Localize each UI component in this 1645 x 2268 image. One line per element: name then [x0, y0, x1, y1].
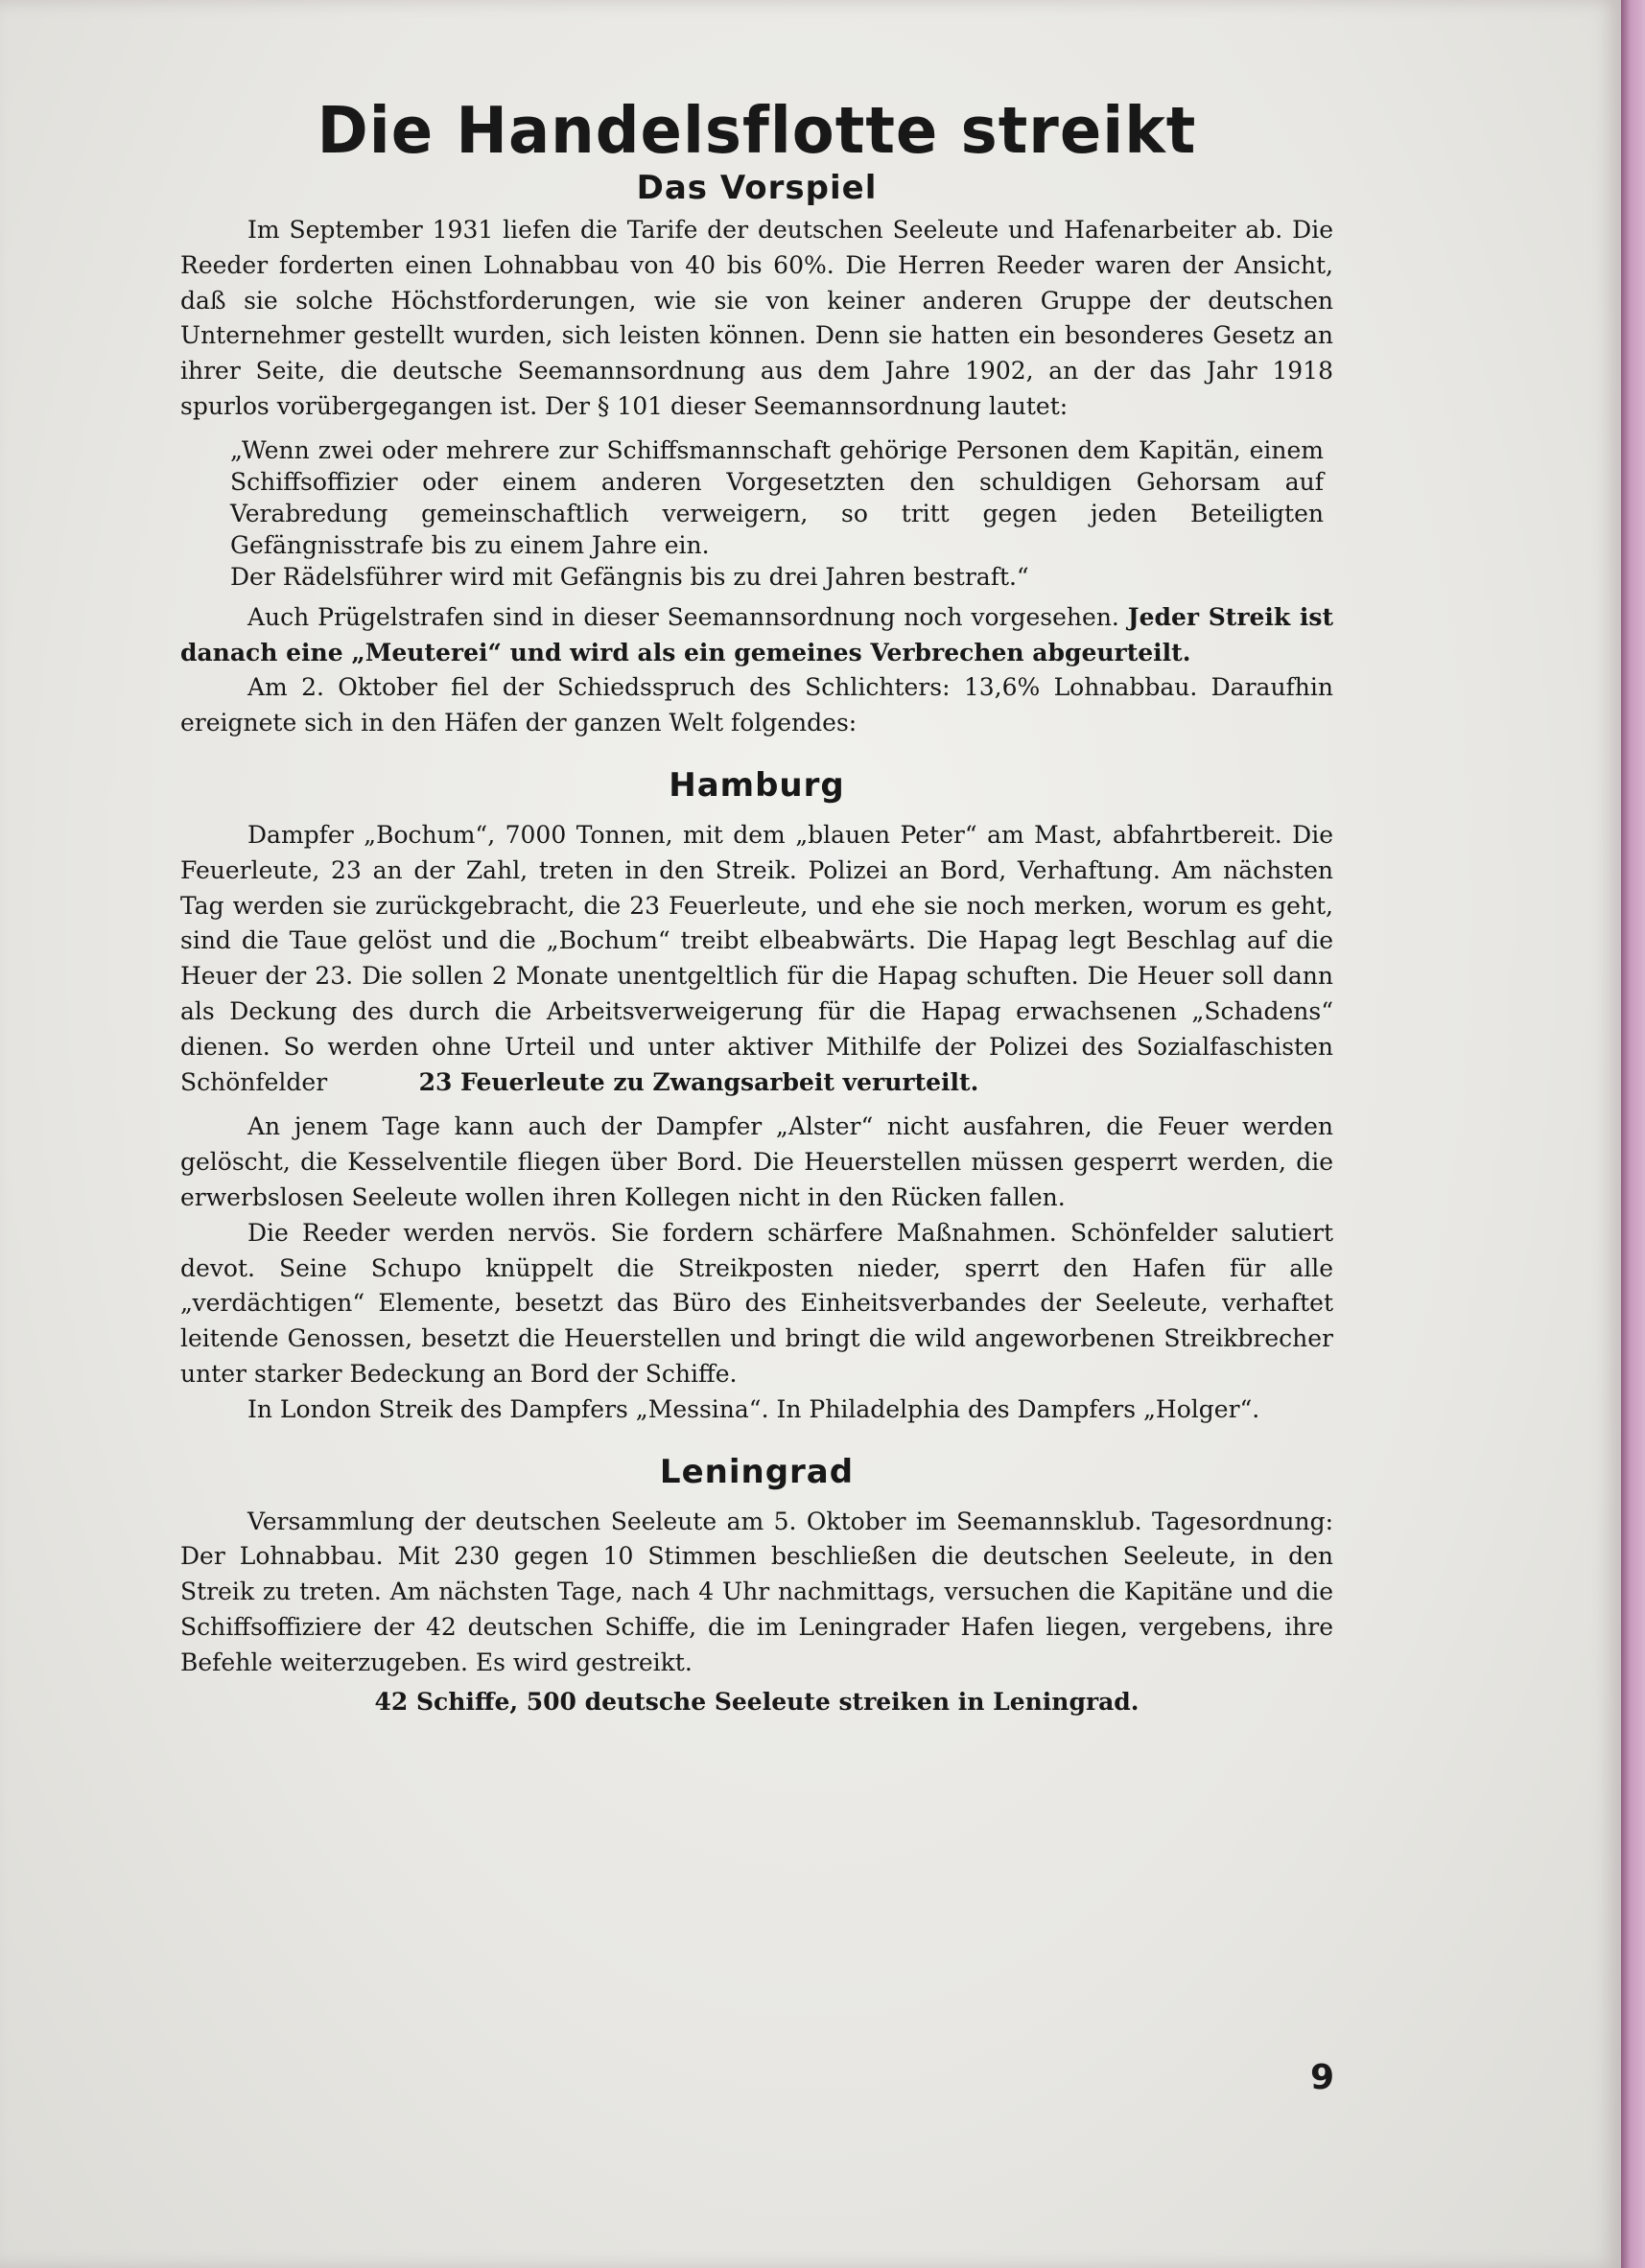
section-heading-leningrad: Leningrad: [659, 1452, 855, 1491]
hamburg-paragraph-3: Die Reeder werden nervös. Sie fordern schärfere Maßnahmen. Schönfelder salutiert devot. Seine Schupo knüppelt die Streikposten nieder, sperrt den Hafen für alle „verdächtigen“ Elemente, besetzt das Büro des Einheitsverbandes der Seeleute, verhaftet leitende Genossen, besetzt die Heuerstellen und bringt die wild angeworbenen Streikbrecher unter starker Bedeckung an Bord der Schiffe.: [180, 1218, 1333, 1388]
hamburg-paragraph-1-text: Dampfer „Bochum“, 7000 Tonnen, mit dem „blauen Peter“ am Mast, abfahrtbereit. Die Feuerleute, 23 an der Zahl, treten in den Streik. Polizei an Bord, Verhaftung. Am nächsten Tag werden sie zurückgebracht, die 23 Feuerleute, und ehe sie noch merken, worum es geht, sind die Taue gelöst und die „Bochum“ treibt elbeabwärts. Die Hapag legt Beschlag auf die Heuer der 23. Die sollen 2 Monate unentgeltlich für die Hapag schuften. Die Heuer soll dann als Deckung des durch die Arbeitsverweigerung für die Hapag erwachsenen „Schadens“ dienen. So werden ohne Urteil und unter aktiver Mithilfe der Polizei des Sozialfaschisten Schönfelder: [180, 820, 1333, 1096]
page-number: 9: [1310, 2058, 1335, 2097]
article: [180, 96, 1333, 1719]
section-heading-hamburg: Hamburg: [669, 765, 845, 805]
hamburg-paragraph-4: In London Streik des Dampfers „Messina“. In Philadelphia des Dampfers „Holger“.: [247, 1394, 1260, 1423]
hamburg-paragraph-1: [180, 818, 1333, 1100]
article-title: Die Handelsflotte streikt: [317, 94, 1197, 169]
law-quote: [230, 434, 1333, 593]
hamburg-forced-labor-bold: 23 Feuerleute zu Zwangsarbeit verurteilt.: [418, 1067, 979, 1096]
arbitration-paragraph: Am 2. Oktober fiel der Schiedsspruch des Schlichters: 13,6% Lohnabbau. Daraufhin ereignete sich in den Häfen der ganzen Welt folgendes:: [180, 673, 1333, 737]
punishment-paragraph: [180, 600, 1333, 671]
intro-paragraph: Im September 1931 liefen die Tarife der deutschen Seeleute und Hafenarbeiter ab. Die Reeder forderten einen Lohnabbau von 40 bis 60%. Die Herren Reeder waren der Ansicht, daß sie solche Höchstforderungen, wie sie von keiner anderen Gruppe der deutschen Unternehmer gestellt wurden, sich leisten können. Denn sie hatten ein besonderes Gesetz an ihrer Seite, die deutsche Seemannsordnung aus dem Jahre 1902, an der das Jahr 1918 spurlos vorübergegangen ist. Der § 101 dieser Seemannsordnung lautet:: [180, 216, 1333, 420]
article-subtitle: Das Vorspiel: [636, 169, 878, 207]
paragraph-gap: [180, 1100, 1333, 1110]
hamburg-paragraph-2: An jenem Tage kann auch der Dampfer „Alster“ nicht ausfahren, die Feuer werden gelöscht, die Kesselventile fliegen über Bord. Die Heuerstellen müssen gesperrt werden, die erwerbslosen Seeleute wollen ihren Kollegen nicht in den Rücken fallen.: [180, 1112, 1333, 1211]
law-quote-line-2: Der Rädelsführer wird mit Gefängnis bis zu drei Jahren bestraft.“: [230, 562, 1029, 591]
book-spine-edge: [1621, 0, 1645, 2268]
law-quote-line-1: „Wenn zwei oder mehrere zur Schiffsmannschaft gehörige Personen dem Kapitän, einem Schiffsoffizier oder einem anderen Vorgesetzten den schuldigen Gehorsam auf Verabredung gemeinschaftlich verweigern, so tritt gegen jeden Beteiligten Gefängnisstrafe bis zu einem Jahre ein.: [230, 435, 1324, 559]
punishment-bold-text: Jeder Streik ist danach eine „Meuterei“ und wird als ein gemeines Verbrechen abgeurteilt.: [180, 602, 1333, 666]
punishment-text: Auch Prügelstrafen sind in dieser Seemannsordnung noch vorgesehen.: [247, 602, 1119, 631]
leningrad-paragraph-1: Versammlung der deutschen Seeleute am 5. Oktober im Seemannsklub. Tagesordnung: Der Lohnabbau. Mit 230 gegen 10 Stimmen beschließen die deutschen Seeleute, in den Streik zu treten. Am nächsten Tage, nach 4 Uhr nachmittags, versuchen die Kapitäne und die Schiffsoffiziere der 42 deutschen Schiffe, die im Leningrader Hafen liegen, vergebens, ihre Befehle weiterzugeben. Es wird gestreikt.: [180, 1507, 1333, 1676]
leningrad-closing-bold: 42 Schiffe, 500 deutsche Seeleute streiken in Leningrad.: [374, 1687, 1140, 1716]
